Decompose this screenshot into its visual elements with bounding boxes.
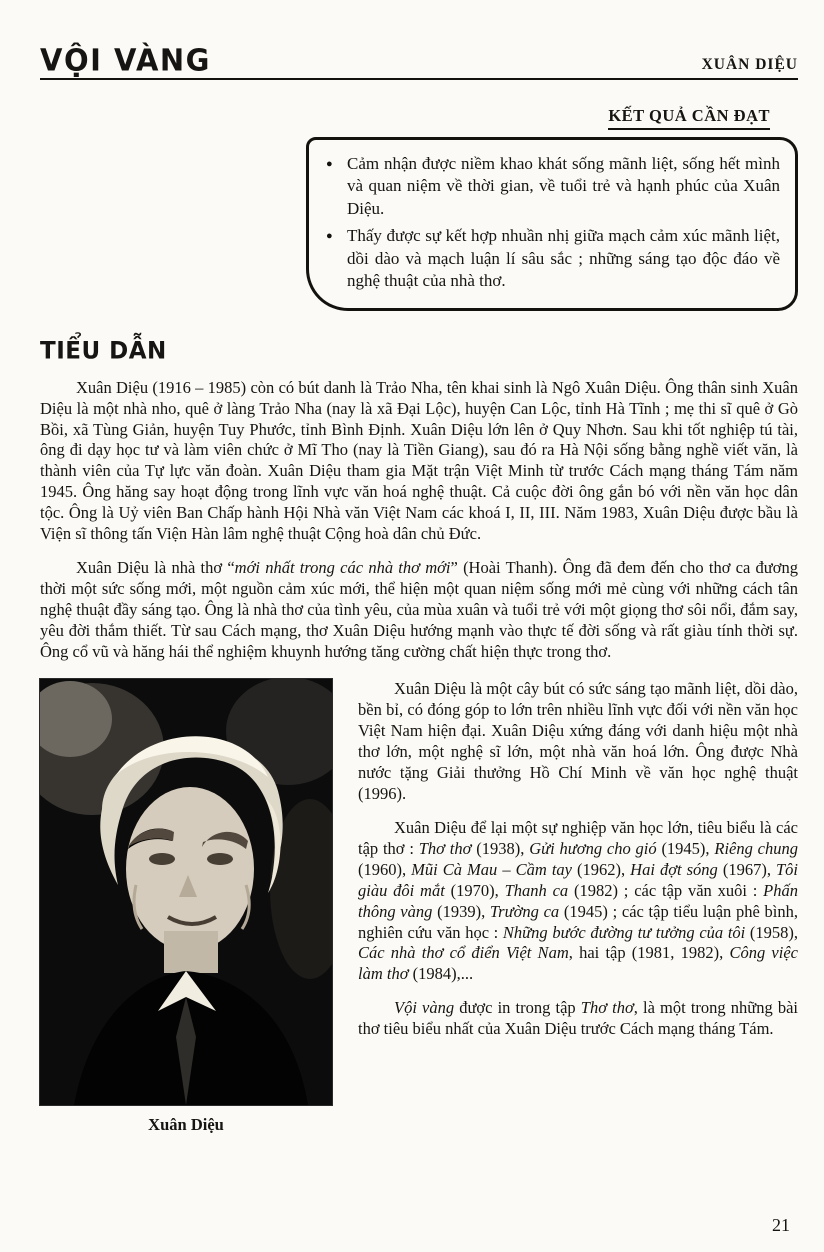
paragraph-works: Xuân Diệu để lại một sự nghiệp văn học lớn, tiêu biểu là các tập thơ : Thơ thơ (1938), Gửi hương cho gió (1945), Riêng chung (1960), Mũi Cà Mau – Cầm tay (1962), Hai đợt sóng (1967), Tôi giàu đôi mắt (1970), Thanh ca (1982) ; các tập văn xuôi : Phấn thông vàng (1939), Trường ca (1945) ; các tập tiểu luận phê bình, nghiên cứu văn học : Những bước đường tư tưởng của tôi (1958), Các nhà thơ cổ điển Việt Nam, hai tập (1981, 1982), Công việc làm thơ (1984),... bbox=[358, 817, 799, 984]
right-column bbox=[358, 679, 798, 1135]
objectives-title bbox=[306, 106, 798, 130]
objectives-list bbox=[326, 153, 780, 293]
objectives-section bbox=[306, 106, 798, 311]
bullet-icon: ● bbox=[326, 230, 333, 243]
objectives-box bbox=[306, 137, 798, 311]
portrait-figure bbox=[40, 679, 332, 1135]
author-name: XUÂN DIỆU bbox=[701, 56, 798, 73]
bullet-icon: ● bbox=[326, 158, 333, 170]
photo-caption: Xuân Diệu bbox=[148, 1115, 224, 1135]
objective-text: Cảm nhận được niềm khao khát sống mãnh liệt, sống hết mình và quan niệm về thời gian, về tuổi trẻ và hạnh phúc của Xuân Diệu. bbox=[347, 154, 780, 218]
paragraph-voi-vang-note: Vội vàng được in trong tập Thơ thơ, là một trong những bài thơ tiêu biểu nhất của Xuân Diệu trước Cách mạng tháng Tám. bbox=[358, 998, 798, 1039]
section-heading-tieu-dan: TIỂU DẪN bbox=[40, 337, 167, 365]
objectives-title-text: KẾT QUẢ CẦN ĐẠT bbox=[608, 106, 770, 130]
paragraph-poetic-style: Xuân Diệu là nhà thơ “mới nhất trong các nhà thơ mới” (Hoài Thanh). Ông đã đem đến cho thơ ca đương thời một sức sống mới, một nguồn cảm xúc mới, thể hiện một quan niệm sống mới mẻ cùng với những cách tân nghệ thuật đầy sáng tạo. Ông là nhà thơ của tình yêu, của mùa xuân và tuổi trẻ với một giọng thơ sôi nổi, đắm say, yêu đời thắm thiết. Từ sau Cách mạng, thơ Xuân Diệu hướng mạnh vào thực tế đời sống và rất giàu tính thời sự. Ông cổ vũ và hăng hái thể nghiệm khuynh hướng tăng cường chất hiện thực trong thơ. bbox=[40, 558, 798, 662]
lesson-title: VỘI VÀNG bbox=[40, 42, 211, 78]
page-header bbox=[40, 42, 798, 80]
list-item bbox=[326, 225, 780, 292]
page-number: 21 bbox=[772, 1215, 790, 1235]
objective-text: Thấy được sự kết hợp nhuần nhị giữa mạch cảm xúc mãnh liệt, dồi dào và mạch luận lí sâu sắc ; những sáng tạo độc đáo về nghệ thuật của nhà thơ. bbox=[347, 226, 780, 291]
paragraph-biography: Xuân Diệu (1916 – 1985) còn có bút danh là Trảo Nha, tên khai sinh là Ngô Xuân Diệu. Ông thân sinh Xuân Diệu là một nhà nho, quê ở làng Trảo Nha (nay là xã Đại Lộc), huyện Can Lộc, tỉnh Hà Tĩnh ; mẹ thi sĩ quê ở Gò Bồi, xã Tùng Giản, huyện Tuy Phước, tỉnh Bình Định. Xuân Diệu lớn lên ở Quy Nhơn. Sau khi tốt nghiệp tú tài, ông đi dạy học tư và làm viên chức ở Mĩ Tho (nay là Tiền Giang), sau đó ra Hà Nội sống bằng nghề viết văn, là thành viên của Tự lực văn đoàn. Xuân Diệu tham gia Mặt trận Việt Minh từ trước Cách mạng tháng Tám năm 1945. Ông hăng say hoạt động trong lĩnh vực văn hoá nghệ thuật. Cả cuộc đời ông gắn bó với nền văn học dân tộc. Ông là Uỷ viên Ban Chấp hành Hội Nhà văn Việt Nam các khoá I, II, III. Năm 1983, Xuân Diệu được bầu là Viện sĩ thông tấn Viện Hàn lâm nghệ thuật Cộng hoà dân chủ Đức. bbox=[40, 377, 798, 544]
paragraph-contributions: Xuân Diệu là một cây bút có sức sáng tạo mãnh liệt, dồi dào, bền bỉ, có đóng góp to lớn trên nhiều lĩnh vực đối với nền văn học Việt Nam hiện đại. Xuân Diệu xứng đáng với danh hiệu một nhà thơ lớn, một nghệ sĩ lớn, một nhà văn hoá lớn. Ông được Nhà nước tặng Giải thưởng Hồ Chí Minh về văn học nghệ thuật (1996). bbox=[358, 679, 798, 803]
list-item bbox=[326, 153, 780, 220]
portrait-photo bbox=[40, 679, 332, 1105]
photo-and-text-row bbox=[40, 679, 798, 1135]
